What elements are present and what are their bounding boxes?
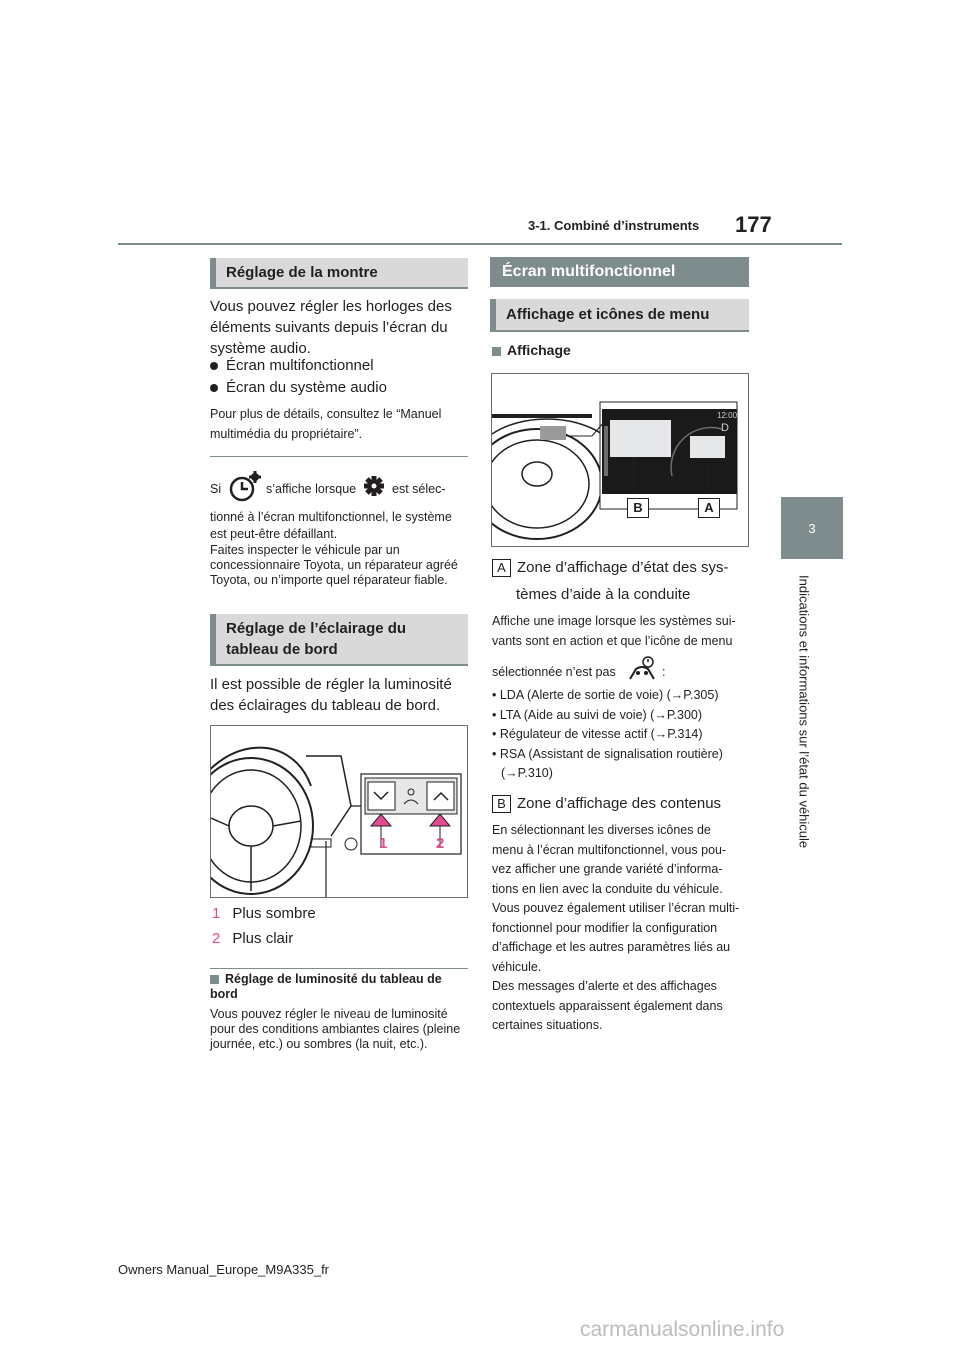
gear-icon [363, 475, 385, 497]
cockpit-illustration [492, 374, 748, 546]
zone-b-text [492, 821, 754, 1036]
footer-text: Owners Manual_Europe_M9A335_fr [118, 1262, 330, 1277]
driver-assist-icon [626, 655, 658, 681]
warning-rest: tionné à l’écran multifonctionnel, le système est peut-être défaillant. [210, 510, 452, 541]
text-line: tions en lien avec la conduite du véhicule. [492, 881, 723, 896]
chapter-tab-number: 3 [808, 520, 816, 536]
zone-a-list [492, 686, 752, 784]
display-label-text: Affichage [507, 342, 571, 358]
menu-icons-heading [490, 299, 749, 332]
list-item-text: (→P.310) [501, 766, 553, 780]
brightness-sub-heading-text: Réglage de luminosité du tableau de bord [210, 972, 442, 1001]
text-line: d’affichage et les autres paramètres liés au [492, 940, 731, 954]
lighting-figure [210, 725, 468, 898]
warning-si: Si [210, 482, 222, 496]
multifunction-heading-text: Écran multifonctionnel [502, 263, 676, 280]
display-clock: 12:00 [717, 411, 738, 420]
text-line: En sélectionnant les diverses icônes de [492, 823, 711, 837]
fig-callout-2: 2 [436, 835, 445, 852]
zone-a-desc-1: Affiche une image lorsque les systèmes sui- [492, 614, 736, 628]
list-item-text: LTA (Aide au suivi de voie) (→P.300) [499, 707, 703, 722]
lighting-heading-line2: tableau de bord [226, 641, 338, 658]
warning-more: Faites inspecter le véhicule par un concessionnaire Toyota, un réparateur agréé Toyota, ou n’importe quel réparateur fiable. [210, 543, 458, 587]
side-chapter-text: Indications et informations sur l’état du véhicule [796, 575, 812, 849]
zone-a-desc-2: vants sont en action et que l’icône de menu [492, 634, 733, 648]
bullet-icon [210, 384, 218, 392]
brightness-text: Vous pouvez régler le niveau de luminosité pour des conditions ambiantes claires (pleine journée, etc.) ou sombres (la nuit, etc.). [210, 1007, 461, 1051]
display-gear: D [721, 422, 729, 434]
item-1-number: 1 [212, 905, 221, 922]
zone-a-desc-3-end: : [662, 665, 666, 679]
clock-bullet-1-text: Écran multifonctionnel [226, 357, 374, 374]
display-label [492, 340, 571, 361]
list-item: • LDA (Alerte de sortie de voie) (→P.305) [492, 688, 719, 702]
fig-label-a: A [698, 498, 720, 518]
text-line: véhicule. [492, 959, 542, 974]
square-bullet-icon [492, 347, 501, 356]
fig-label-b: B [627, 498, 649, 518]
list-item-text: LDA (Alerte de sortie de voie) (→P.305) [499, 688, 719, 702]
fig-callout-1: 1 [379, 835, 388, 852]
clock-bullet-2 [210, 377, 468, 398]
warning-mid: s’affiche lorsque [266, 482, 357, 496]
clock-heading-text: Réglage de la montre [226, 264, 378, 281]
zone-a-tag: A [492, 559, 511, 577]
clock-intro: Vous pouvez régler les horloges des éléments suivants depuis l’écran du système audio. [210, 298, 452, 357]
display-figure [491, 373, 749, 547]
item-1-text: Plus sombre [232, 905, 316, 922]
warning-end: est sélec- [392, 482, 446, 496]
page-number: 177 [735, 212, 772, 237]
warning-line [210, 470, 470, 504]
list-item: • Régulateur de vitesse actif (→P.314) [492, 727, 703, 741]
zone-a-title [492, 557, 752, 578]
clock-bullet-2-text: Écran du système audio [226, 379, 387, 396]
dashboard-illustration [211, 726, 467, 897]
text-line: contextuels apparaissent également dans [492, 998, 723, 1013]
lighting-heading-line1: Réglage de l’éclairage du [226, 620, 407, 637]
item-2-text: Plus clair [232, 930, 294, 947]
text-line: certaines situations. [492, 1018, 603, 1032]
menu-icons-heading-text: Affichage et icônes de menu [506, 306, 710, 323]
zone-b-title [492, 793, 752, 814]
zone-a-title-line2: tèmes d’aide à la conduite [516, 586, 691, 603]
header-rule [118, 243, 842, 245]
list-item [492, 764, 752, 784]
lighting-item-1 [212, 903, 316, 924]
chapter-title: 3-1. Combiné d’instruments [528, 218, 700, 233]
lighting-section-heading [210, 614, 468, 666]
list-item: • RSA (Assistant de signalisation routière) [492, 746, 723, 761]
item-2-number: 2 [212, 930, 221, 947]
text-line: Vous pouvez également utiliser l’écran multi- [492, 901, 740, 915]
chapter-tab [781, 497, 843, 559]
text-line: menu à l’écran multifonctionnel, vous pou- [492, 842, 727, 857]
text-line: Des messages d’alerte et des affichages [492, 979, 717, 993]
side-chapter-label [794, 575, 814, 875]
zone-a-title-line1: Zone d’affichage d’état des sys- [517, 559, 729, 576]
sub-heading-rule [210, 968, 468, 969]
lighting-intro: Il est possible de régler la luminosité des éclairages du tableau de bord. [210, 676, 452, 714]
clock-warning-icon [227, 470, 263, 504]
bullet-icon [210, 362, 218, 370]
clock-note: Pour plus de détails, consultez le “Manuel multimédia du propriétaire”. [210, 407, 442, 441]
brightness-sub-heading [210, 972, 468, 1002]
square-bullet-icon [210, 975, 219, 984]
text-line: fonctionnel pour modifier la configuration [492, 920, 718, 935]
multifunction-heading [490, 257, 749, 287]
clock-section-heading [210, 258, 468, 289]
list-item-text: Régulateur de vitesse actif (→P.314) [499, 727, 703, 741]
zone-b-tag: B [492, 795, 511, 813]
list-item: • LTA (Aide au suivi de voie) (→P.300) [492, 707, 703, 722]
zone-a-desc-3: sélectionnée n’est pas [492, 665, 616, 679]
watermark: carmanualsonline.info [580, 1318, 785, 1341]
warning-top-rule [210, 456, 468, 457]
lighting-item-2 [212, 928, 293, 949]
list-item-text: RSA (Assistant de signalisation routière) [499, 746, 723, 761]
text-line: vez afficher une grande variété d’informa- [492, 862, 723, 876]
clock-bullet-1 [210, 355, 468, 376]
zone-b-title-text: Zone d’affichage des contenus [517, 795, 722, 812]
